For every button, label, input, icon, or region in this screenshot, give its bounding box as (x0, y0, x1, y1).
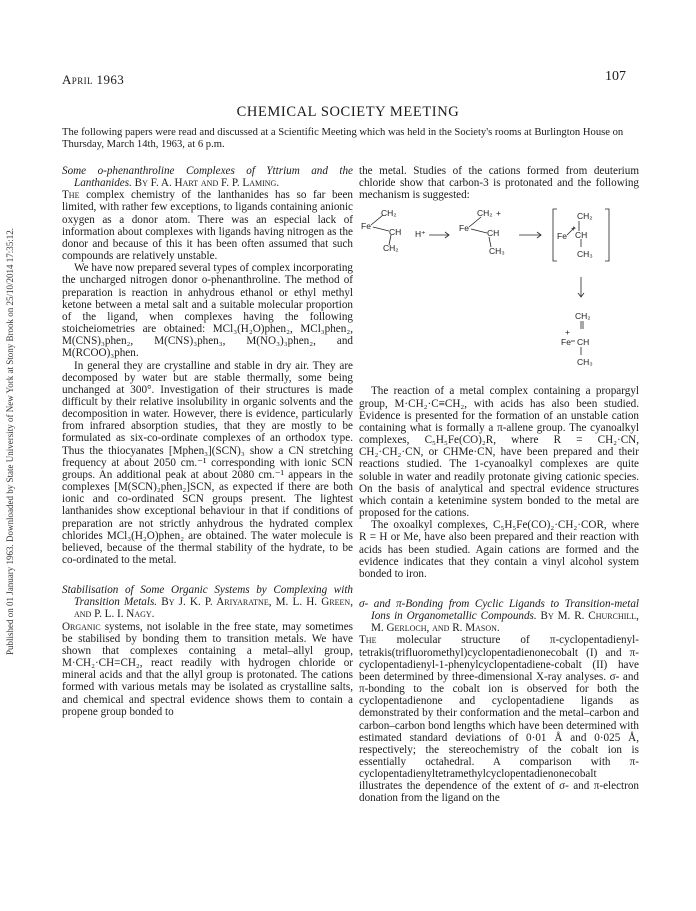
svg-text:Fe: Fe (557, 231, 567, 242)
allyl-complex (371, 215, 391, 245)
svg-text:CH₃: CH₃ (577, 357, 593, 368)
svg-text:CH₂: CH₂ (575, 311, 591, 322)
article-title: Some o-phenanthroline Complexes of Yttrium and the Lanthanides. (62, 165, 353, 190)
svg-text:CH₂: CH₂ (383, 243, 399, 254)
left-column (62, 165, 353, 718)
svg-text:+: + (571, 223, 576, 234)
article-title: Stabilisation of Some Organic Systems by Complexing with Transition Metals. (62, 584, 353, 609)
section-title: CHEMICAL SOCIETY MEETING (236, 104, 460, 120)
svg-text:CH₃: CH₃ (489, 246, 505, 257)
running-head-date: April 1963 (62, 72, 125, 87)
paragraph: The oxoalkyl complexes, C₅H₅Fe(CO)₂·CH₂·COR, where R = H or Me, have also been prepared and their reaction with acids has been studied. Again cations are formed and the evidence indicates that they contain a vinyl alcohol system bonded to iron. (359, 519, 639, 580)
svg-text:CH: CH (487, 228, 500, 239)
article-title: σ- and π-Bonding from Cyclic Ligands to Transition-metal Ions in Organometallic Compounds. (359, 597, 639, 623)
svg-text:Fe: Fe (561, 337, 571, 348)
meeting-intro: The following papers were read and discussed at a Scientific Meeting which was held in the Society's rooms at Burlington House on Thursday, March 14th, 1963, at 6 p.m. (62, 127, 624, 151)
protonation-scheme (359, 205, 639, 381)
article-authors: By F. A. Hart and F. P. Laming. (134, 177, 280, 190)
paragraph: We have now prepared several types of complex incorporating the uncharged nitrogen donor o-phenanthroline. The method of preparation is reaction in anhydrous ethanol or ethyl methyl ketone between a metal salt and a suitable molecular proportion of the ligand, when complexes having the following stoicheiometries are obtained: MCl₃(H₂O)phen₂, MCl₃phen₂, M(CNS)₃phen₂, M(CNS)₃phen₃, M(NO₃)₃phen₂, and M(RCOO)₃phen. (62, 262, 353, 360)
svg-text:+: + (496, 208, 501, 219)
right-column (359, 165, 639, 805)
article-authors: By M. R. Churchill, M. Gerloch, and R. Mason. (371, 610, 639, 635)
paragraph: The reaction of a metal complex containing a propargyl group, M·CH₂·C≡CH₂, with acids has also been studied. Evidence is presented for the formation of an unstable cation containing what is formally a π-allene group. The cyanoalkyl complexes, C₅H₅Fe(CO)₂R, where R = CH₂·CN, CH₂·CH₂·CN, or CHMe·CN, have been prepared and their reactions studied. The 1-cyanoalkyl complexes are quite soluble in water and readily protonate giving cationic species. On the basis of analytical and spectral evidence structures which contain a ketenimine system bonded to the metal are proposed for the cations. (359, 385, 639, 520)
svg-text:CH₂: CH₂ (577, 211, 593, 222)
page-number: 107 (605, 69, 626, 84)
svg-text:Fe: Fe (361, 221, 371, 232)
paragraph: the metal. Studies of the cations formed from deuterium chloride show that carbon-3 is protonated and the following mechanism is suggested: (359, 165, 639, 202)
article-authors: By J. K. P. Ariyaratne, M. L. H. Green, and P. L. I. Nagy. (74, 596, 353, 621)
svg-text:Fe: Fe (459, 223, 469, 234)
svg-text:CH: CH (389, 227, 402, 238)
svg-text:CH: CH (577, 337, 590, 348)
paragraph: The complex chemistry of the lanthanides has so far been limited, with rather few exceptions, to ligands containing anionic oxygen as a donor atom. There was an especial lack of information about complexes with ligands having nitrogen as the donor and because of this it has been often assumed that such compounds are relatively unstable. (62, 189, 353, 263)
download-watermark: Published on 01 January 1963. Downloaded by State University of New York at Stony Brook on 25/10/2014 17:35:12. (5, 228, 15, 655)
paragraph: In general they are crystalline and stable in dry air. They are decomposed by water but are stable thermally, some being unchanged at 300°. Investigation of their structures is made difficult by their relative insolubility in organic solvents and the decomposition in water. However, there is evidence, particularly from infrared absorption studies, that they are mostly to be formulated as six-co-ordinate complexes of an orthodox type. Thus the thiocyanates [Mphen₃](SCN)₃ show a CN stretching frequency at about 2050 cm.⁻¹ corresponding with ionic SCN groups. An additional peak at about 2080 cm.⁻¹ appears in the complexes [M(SCN)₂phen₂]SCN, as expected if there are both ionic and co-ordinated SCN groups present. The lightest lanthanides show exceptional behaviour in that if conditions of preparation are not strictly anhydrous the hydrated complex chlorides MCl₃(H₂O)phen₂ are obtained. The water molecule is believed, because of the thermal stability of the hydrate, to be co-ordinated to the metal. (62, 359, 353, 566)
svg-text:CH₂: CH₂ (477, 208, 493, 219)
svg-text:CH₃: CH₃ (577, 249, 593, 260)
paragraph: The molecular structure of π-cyclopentadienyl-tetrakis(trifluoromethyl)cyclopentadienonecobalt (I) and π-cyclopentadienyl-1-phenylcyclopentadiene-cobalt (II) have been determined by three-dimensional X-ray analyses. σ- and π-bonding to the cobalt ion is observed for both the cyclopentadienone and cyclopentadiene ligands as demonstrated by their conformation and the metal–carbon and carbon–carbon bond lengths which have been determined with estimated standard deviations of 0·01 Å and 0·025 Å, respectively; the stereochemistry of the cobalt ion is essentially octahedral. A comparison with π-cyclopentadienyltetramethylcyclopentadienonecobalt illustrates the dependence of the extent of σ- and π-electron donation from the ligand on the (359, 634, 639, 805)
svg-text:H⁺: H⁺ (415, 229, 426, 240)
svg-text:+: + (565, 327, 570, 338)
svg-text:CH: CH (575, 230, 588, 241)
article-heading (62, 584, 353, 620)
paragraph: Organic systems, not isolable in the free state, may sometimes be stabilised by bonding them to transition metals. We have shown that complexes containing a metal–allyl group, M·CH₂·CH=CH₂, react readily with hydrogen chloride or mineral acids and that the allyl group is protonated. The cations formed with various metals may be isolated as crystalline salts, and chemical and spectral evidence shows them to contain a propene group bonded to (62, 620, 353, 718)
article-heading (359, 598, 639, 634)
svg-text:CH₂: CH₂ (381, 208, 397, 219)
article-heading (62, 165, 353, 189)
